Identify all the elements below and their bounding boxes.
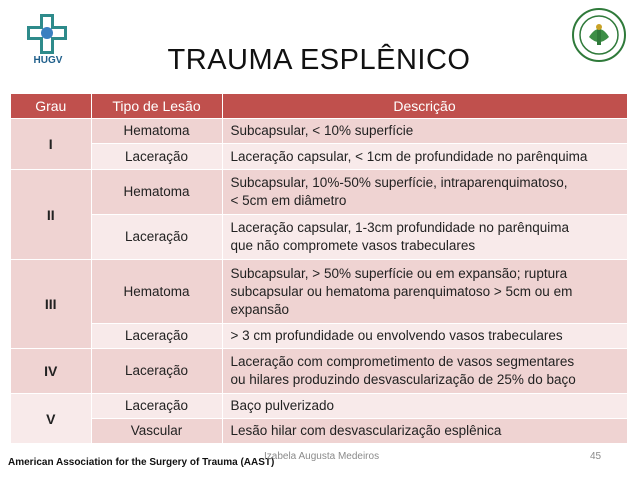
- desc-line: Baço pulverizado: [230, 398, 335, 413]
- desc-cell: [222, 349, 627, 394]
- desc-line: Subcapsular, 10%-50% superfície, intraparenquimatoso,: [230, 175, 568, 190]
- desc-line: Subcapsular, < 10% superfície: [230, 123, 414, 138]
- desc-cell: [222, 215, 627, 260]
- desc-line: > 3 cm profundidade ou envolvendo vasos trabeculares: [230, 328, 563, 343]
- desc-line: Laceração capsular, < 1cm de profundidade no parênquima: [230, 148, 588, 164]
- grade-cell: V: [11, 394, 91, 444]
- tipo-cell: Hematoma: [91, 170, 222, 215]
- grade-cell: III: [11, 260, 91, 349]
- page-title: TRAUMA ESPLÊNICO: [167, 44, 471, 76]
- desc-line: que não compromete vasos trabeculares: [230, 238, 476, 253]
- desc-line: < 5cm em diâmetro: [230, 193, 347, 208]
- table-row: [11, 260, 627, 324]
- desc-line: Laceração com comprometimento de vasos segmentares: [230, 354, 575, 369]
- header-tipo: Tipo de Lesão: [91, 94, 222, 119]
- desc-cell: [222, 119, 627, 144]
- desc-line: Laceração capsular, 1-3cm profundidade no parênquima: [230, 220, 569, 235]
- desc-line: Lesão hilar com desvascularização esplênica: [230, 423, 502, 438]
- desc-cell: [222, 394, 627, 419]
- grade-cell: I: [11, 119, 91, 170]
- table-row: [11, 324, 627, 349]
- table-header-row: [11, 94, 627, 119]
- desc-line: Subcapsular, > 50% superfície ou em expansão; ruptura: [230, 265, 568, 281]
- header-descricao: Descrição: [222, 94, 627, 119]
- grade-cell: II: [11, 170, 91, 260]
- tipo-cell: Laceração: [91, 394, 222, 419]
- footer-source: American Association for the Surgery of Trauma (AAST): [8, 457, 275, 468]
- table-row: [11, 349, 627, 394]
- table-row: [11, 394, 627, 419]
- desc-cell: [222, 144, 627, 170]
- table-row: [11, 215, 627, 260]
- table-row: [11, 144, 627, 170]
- table-row: [11, 170, 627, 215]
- page-number: 45: [590, 451, 602, 462]
- tipo-cell: Laceração: [91, 349, 222, 394]
- desc-cell: [222, 170, 627, 215]
- header-grau: Grau: [11, 94, 91, 119]
- hugv-logo-text: HUGV: [33, 55, 63, 66]
- tipo-cell: Laceração: [91, 144, 222, 170]
- footer-author: Izabela Augusta Medeiros: [264, 451, 380, 462]
- table-row: [11, 119, 627, 144]
- desc-cell: [222, 324, 627, 349]
- tipo-cell: Vascular: [91, 419, 222, 444]
- desc-line: ou hilares produzindo desvascularização de 25% do baço: [230, 372, 576, 387]
- tipo-cell: Hematoma: [91, 260, 222, 324]
- desc-cell: [222, 419, 627, 444]
- desc-line: expansão: [230, 301, 290, 317]
- tipo-cell: Laceração: [91, 324, 222, 349]
- trauma-grade-table: [11, 94, 628, 443]
- table-row: [11, 419, 627, 444]
- tipo-cell: Hematoma: [91, 119, 222, 144]
- desc-cell: [222, 260, 627, 324]
- tipo-cell: Laceração: [91, 215, 222, 260]
- desc-line: subcapsular ou hematoma parenquimatoso > 5cm ou em: [230, 283, 573, 299]
- grade-cell: IV: [11, 349, 91, 394]
